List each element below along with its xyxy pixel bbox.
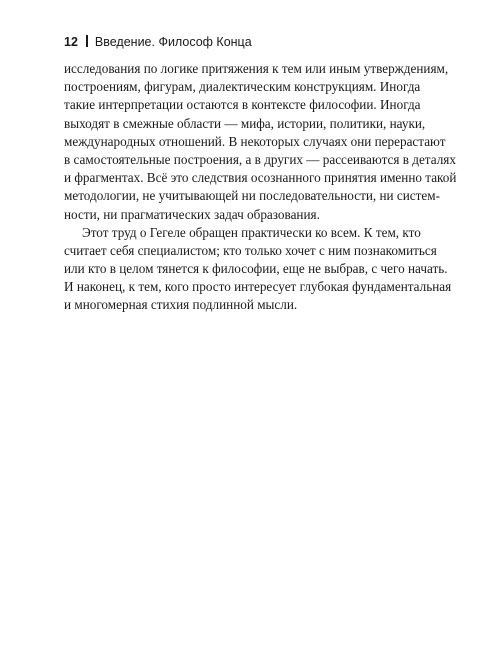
text-line: И наконец, к тем, кого просто интересует глубокая фундаментальная <box>64 279 452 295</box>
text-line: методологии, не учитывающей ни последовательности, ни систем- <box>64 188 441 204</box>
text-line: Этот труд о Гегеле обращен практически ко всем. К тем, кто <box>82 224 421 240</box>
text-line: международных отношений. В некоторых случаях они перерастают <box>64 133 446 149</box>
paragraph-2 <box>64 224 452 315</box>
page-number: 12 <box>64 35 78 49</box>
paragraph-1 <box>64 60 457 224</box>
text-line: ности, ни прагматических задач образования. <box>64 206 320 222</box>
text-line: выходят в смежные области — мифа, истории, политики, науки, <box>64 115 426 131</box>
text-line: в самостоятельные построения, а в других — рассеиваются в деталях <box>64 151 456 167</box>
text-line: такие интерпретации остаются в контексте философии. Иногда <box>64 97 421 113</box>
text-line: построениям, фигурам, диалектическим конструкциям. Иногда <box>64 79 421 95</box>
header-divider <box>86 35 88 47</box>
text-line: и многомерная стихия подлинной мысли. <box>64 297 298 313</box>
running-head <box>64 34 252 50</box>
running-head-title: Введение. Философ Конца <box>94 35 252 49</box>
text-line: и фрагментах. Всё это следствия осознанного принятия именно такой <box>64 170 457 186</box>
body-text <box>64 60 457 315</box>
text-line: или кто в целом тянется к философии, еще не выбрав, с чего начать. <box>64 261 448 277</box>
text-line: исследования по логике притяжения к тем или иным утверждениям, <box>64 61 449 76</box>
text-line: считает себя специалистом; кто только хочет с ним познакомиться <box>64 242 437 258</box>
